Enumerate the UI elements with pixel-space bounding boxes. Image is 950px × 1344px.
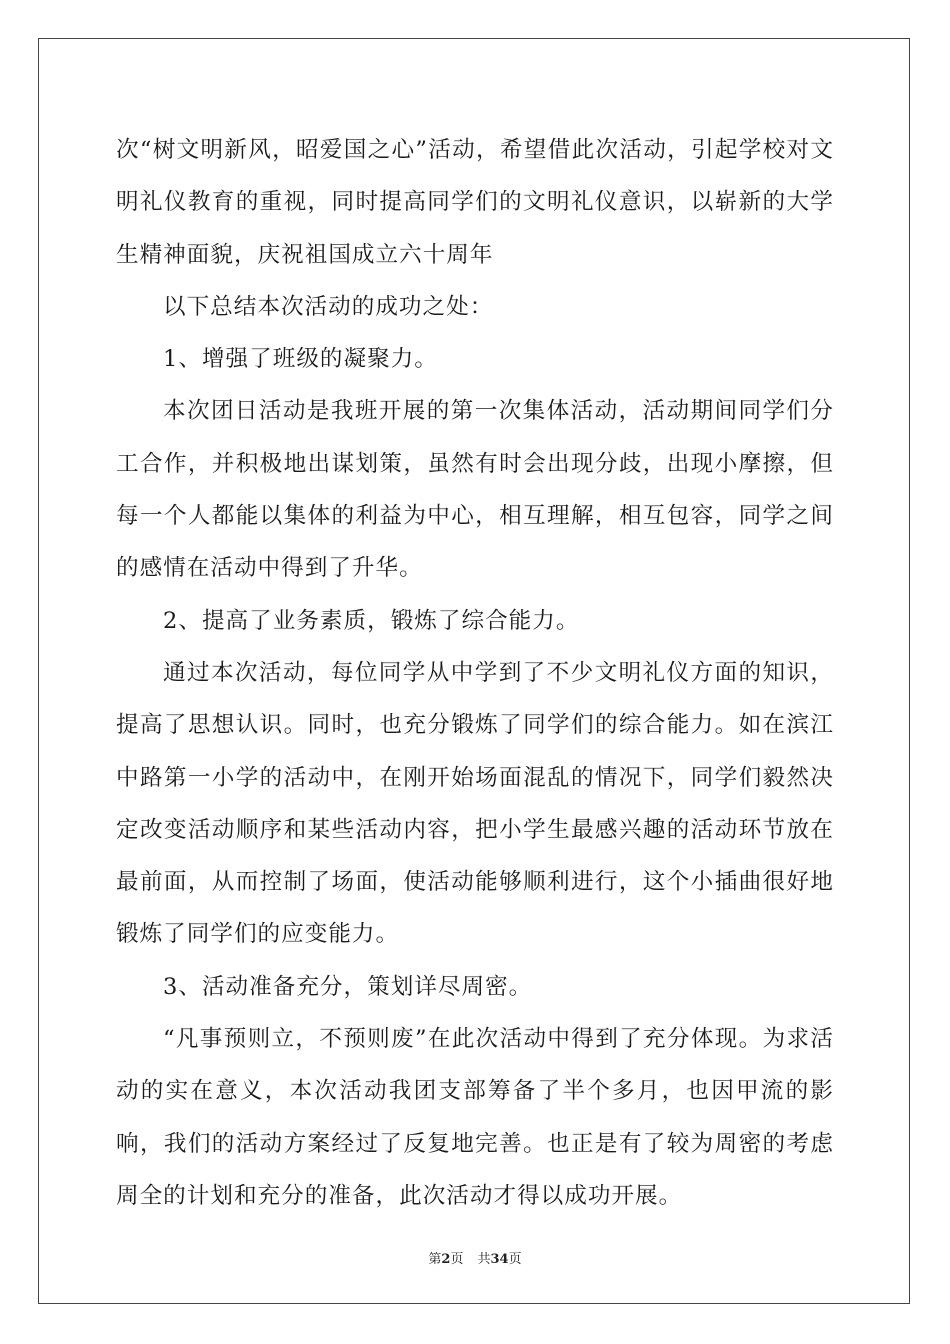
page-footer: [0, 1248, 950, 1267]
document-body: [116, 124, 834, 1222]
section-heading: 3、活动准备充分，策划详尽周密。: [163, 973, 533, 1000]
total-suffix: 页: [508, 1252, 522, 1267]
paragraph: 以下总结本次活动的成功之处：: [163, 293, 494, 320]
paragraph: 通过本次活动，每位同学从中学到了不少文明礼仪方面的知识，提高了思想认识。同时，也充分锻炼了同学们的综合能力。如在滨江中路第一小学的活动中，在刚开始场面混乱的情况下，同学们毅然决定改变活动顺序和某些活动内容，把小学生最感兴趣的活动环节放在最前面，从而控制了场面，使活动能够顺利进行，这个小插曲很好地锻炼了同学们的应变能力。: [116, 659, 834, 948]
section-heading: 1、增强了班级的凝聚力。: [163, 346, 438, 373]
paragraph: 次“树文明新风，昭爱国之心”活动，希望借此次活动，引起学校对文明礼仪教育的重视，同时提高同学们的文明礼仪意识，以崭新的大学生精神面貌，庆祝祖国成立六十周年: [116, 137, 834, 268]
total-prefix: 共: [477, 1252, 491, 1267]
paragraph: “凡事预则立，不预则废”在此次活动中得到了充分体现。为求活动的实在意义，本次活动我团支部筹备了半个多月，也因甲流的影响，我们的活动方案经过了反复地完善。也正是有了较为周密的考虑周全的计划和充分的准备，此次活动才得以成功开展。: [116, 1026, 834, 1209]
paragraph: 本次团日活动是我班开展的第一次集体活动，活动期间同学们分工合作，并积极地出谋划策，虽然有时会出现分歧，出现小摩擦，但每一个人都能以集体的利益为中心，相互理解，相互包容，同学之间的感情在活动中得到了升华。: [116, 398, 834, 582]
page-suffix: 页: [450, 1252, 464, 1267]
page-prefix: 第: [428, 1252, 442, 1267]
page-number: 2: [441, 1252, 451, 1267]
section-heading: 2、提高了业务素质，锻炼了综合能力。: [163, 607, 580, 634]
total-pages: 34: [490, 1252, 509, 1267]
